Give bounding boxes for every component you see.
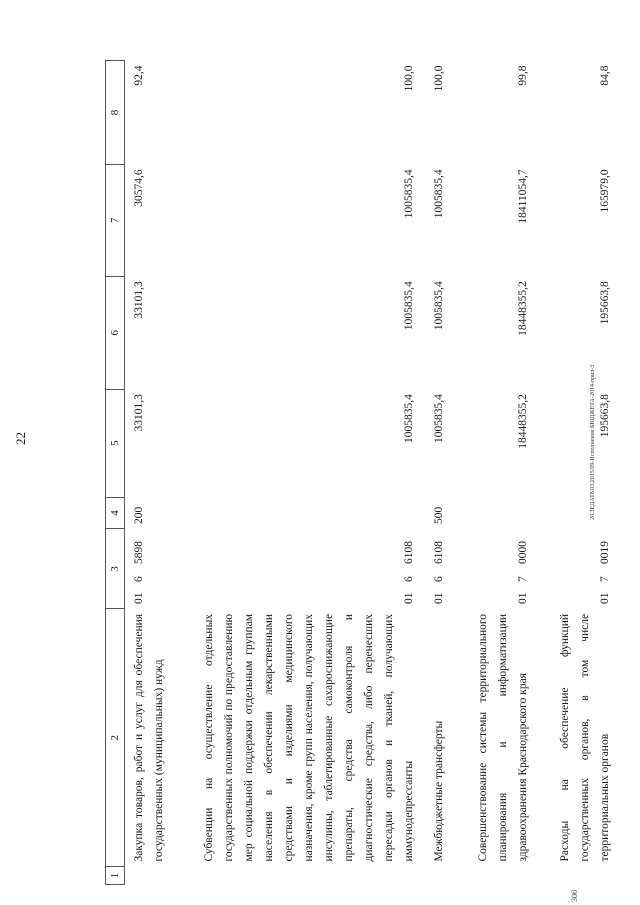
budget-table [105, 60, 621, 885]
header-col-6: 6 [106, 276, 125, 389]
header-col-7: 7 [106, 164, 125, 276]
row-value-8: 100,0 [432, 65, 445, 92]
row-code-expense-type [455, 497, 539, 529]
corner-mark: 306 [570, 890, 579, 902]
row-code-section: 01 [133, 592, 145, 604]
table-row [195, 61, 425, 885]
table-row [425, 61, 455, 885]
row-value-8: 84,8 [598, 65, 611, 86]
row-value-6: 195663,8 [598, 281, 611, 325]
header-col-8: 8 [106, 61, 125, 165]
row-code-subsection: 6 [432, 576, 445, 582]
row-code-subsection: 7 [516, 576, 529, 582]
row-code-subsection: 6 [133, 576, 145, 582]
row-description: Субвенции на осуществление отдельных государственных полномочий по предоставлению мер социальной поддержки отдельным группам населения в обеспечении лекарственными средствами и изделиями медицинского назначения, кроме групп населения, получающих инсулины, таблетированные сахароснижающие препараты, средства самоконтроля и диагностические средства, либо перенесших пересадки органов и тканей, получающих иммунодепрессанты [202, 613, 415, 862]
row-description: Совершенствование системы территориального планирования и информатизации здравоохранения Краснодарского края [476, 613, 529, 862]
row-description: Расходы на обеспечение функций государственных органов, в том числе территориальных органов [558, 613, 611, 862]
row-code-target: 6108 [402, 540, 415, 564]
row-code-target: 0019 [598, 540, 611, 564]
row-code-expense-type [195, 497, 425, 529]
row-value-7: 165979,0 [598, 169, 611, 213]
row-value-6: 18448355,2 [516, 281, 529, 336]
footer-file-path: 20.3ЕДАТ8.03.2015/09-Исполнение БЮДЖЕТА-2014-прил-3 [590, 364, 596, 520]
row-value-7: 30574,6 [133, 169, 145, 207]
row-value-5: 1005835,4 [432, 394, 445, 444]
table-header-row [106, 61, 125, 885]
row-code-section: 01 [402, 592, 415, 604]
row-value-5: 33101,3 [133, 394, 145, 432]
row-value-7: 1005835,4 [402, 169, 415, 219]
row-value-8: 99,8 [516, 65, 529, 86]
row-code-expense-type: 200 [133, 506, 145, 524]
row-code-section: 01 [598, 592, 611, 604]
row-code-target: 0000 [516, 540, 529, 564]
page-number: 22 [13, 432, 28, 445]
row-value-6: 1005835,4 [432, 281, 445, 331]
row-value-5: 18448355,2 [516, 394, 529, 449]
row-value-5: 195663,8 [598, 394, 611, 438]
row-value-6: 1005835,4 [402, 281, 415, 331]
table-row [539, 61, 621, 885]
table-row [455, 61, 539, 885]
row-code-target: 6108 [432, 540, 445, 564]
row-code-expense-type [539, 497, 621, 529]
row-code-target: 5898 [133, 540, 145, 564]
row-value-7: 1005835,4 [432, 169, 445, 219]
row-value-8: 92,4 [133, 65, 145, 86]
header-col-1: 1 [106, 867, 125, 885]
header-col-2: 2 [106, 609, 125, 867]
table-row [125, 61, 195, 885]
row-value-8: 100,0 [402, 65, 415, 92]
row-value-6: 33101,3 [133, 281, 145, 319]
row-value-7: 18411054,7 [516, 169, 529, 224]
header-col-5: 5 [106, 389, 125, 497]
row-code-section: 01 [432, 592, 445, 604]
header-col-3: 3 [106, 529, 125, 609]
header-col-4: 4 [106, 497, 125, 529]
row-description: Закупка товаров, работ и услуг для обеспечения государственных (муниципальных) нужд [133, 613, 165, 862]
row-description: Межбюджетные трансферты [432, 720, 445, 862]
row-code-subsection: 7 [598, 576, 611, 582]
row-code-subsection: 6 [402, 576, 415, 582]
row-code-expense-type: 500 [432, 506, 445, 524]
row-code-section: 01 [516, 592, 529, 604]
row-value-5: 1005835,4 [402, 394, 415, 444]
